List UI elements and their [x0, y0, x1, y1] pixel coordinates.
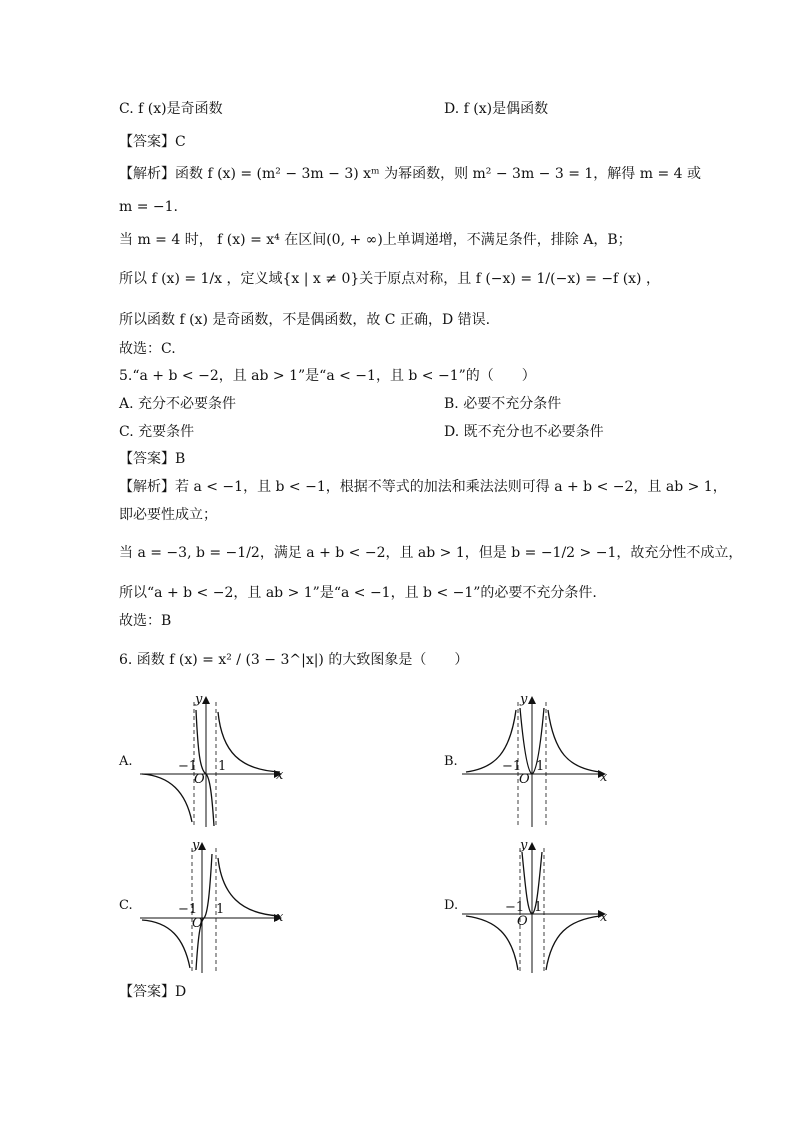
q4-analysis-2: m = −1.: [119, 199, 178, 215]
q4-analysis-3: 当 m = 4 时， f (x) = x⁴ 在区间(0, + ∞)上单调递增，不满足条件，排除 A，B；: [119, 232, 632, 248]
graph-c: [140, 838, 290, 978]
graph-d-origin: O: [517, 914, 528, 929]
graph-c-tick-1: 1: [216, 902, 225, 917]
q4-answer: 【答案】C: [119, 134, 186, 150]
graph-b-x-label: x: [600, 770, 608, 785]
q4-option-c: C. f (x)是奇函数: [119, 101, 223, 117]
q5-option-c: C. 充要条件: [119, 424, 195, 440]
q4-analysis-4: 所以 f (x) = 1/x ，定义域{x | x ≠ 0}关于原点对称，且 f (−x) = 1/(−x) = −f (x) ，: [119, 271, 660, 287]
q5-analysis-3: 当 a = −3, b = −1/2，满足 a + b < −2，且 ab > 1，但是 b = −1/2 > −1，故充分性不成立，: [119, 545, 743, 561]
q4-choice: 故选：C.: [119, 341, 176, 357]
q5-analysis-2: 即必要性成立；: [119, 507, 217, 523]
graph-a-origin: O: [194, 772, 205, 787]
q5-option-b: B. 必要不充分条件: [444, 396, 562, 412]
q4-analysis-1: 【解析】函数 f (x) = (m² − 3m − 3) xᵐ 为幂函数，则 m² − 3m − 3 = 1，解得 m = 4 或: [119, 166, 702, 182]
q5-analysis-1: 【解析】若 a < −1，且 b < −1，根据不等式的加法和乘法法则可得 a + b < −2，且 ab > 1，: [119, 479, 727, 495]
graph-a-tick-neg1: −1: [178, 759, 198, 774]
graph-a-x-label: x: [276, 768, 284, 783]
graph-c-tick-neg1: −1: [178, 902, 198, 917]
graph-b-tick-1: 1: [536, 759, 545, 774]
graph-a-y-label: y: [195, 692, 203, 707]
graph-b: [462, 692, 612, 832]
graph-b-origin: O: [519, 772, 530, 787]
q6-answer: 【答案】D: [119, 984, 187, 1000]
q5-option-d: D. 既不充分也不必要条件: [444, 424, 604, 440]
graph-a-letter: A.: [119, 754, 133, 769]
graph-d-letter: D.: [444, 898, 459, 913]
q5-answer: 【答案】B: [119, 451, 186, 467]
q4-option-d: D. f (x)是偶函数: [444, 101, 549, 117]
graph-d-tick-1: 1: [534, 900, 543, 915]
q4-analysis-5: 所以函数 f (x) 是奇函数，不是偶函数，故 C 正确，D 错误.: [119, 312, 491, 328]
graph-d-x-label: x: [600, 910, 608, 925]
q6-stem: 6. 函数 f (x) = x² / (3 − 3^|x|) 的大致图象是（ ）: [119, 652, 469, 668]
graph-c-y-label: y: [192, 838, 200, 853]
graph-d-tick-neg1: −1: [505, 900, 525, 915]
graph-c-letter: C.: [119, 898, 133, 913]
q5-analysis-4: 所以“a + b < −2，且 ab > 1”是“a < −1，且 b < −1”的必要不充分条件.: [119, 585, 597, 601]
graph-d-y-label: y: [520, 838, 528, 853]
graph-d: [462, 838, 612, 978]
graph-b-tick-neg1: −1: [502, 759, 522, 774]
graph-b-letter: B.: [444, 754, 458, 769]
graph-a: [140, 692, 290, 832]
q5-choice: 故选：B: [119, 613, 172, 629]
graph-c-x-label: x: [276, 910, 284, 925]
graph-a-tick-1: 1: [218, 759, 227, 774]
graph-c-origin: O: [192, 916, 203, 931]
q5-option-a: A. 充分不必要条件: [119, 396, 237, 412]
q5-stem: 5.“a + b < −2，且 ab > 1”是“a < −1，且 b < −1”的（ ）: [119, 368, 536, 384]
graph-b-y-label: y: [520, 692, 528, 707]
